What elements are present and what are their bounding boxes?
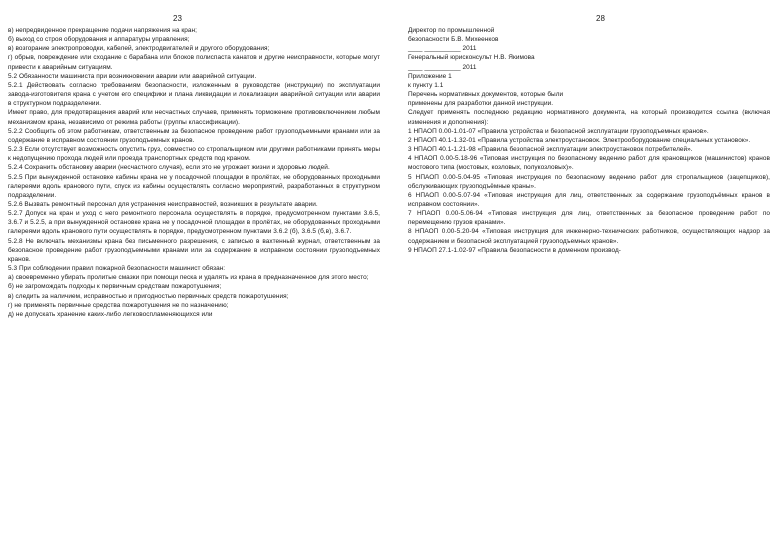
paragraph: 5.2.5 При вынужденной остановке кабины крана не у посадочной площадки в пролётах, не оборудованных проходными галереями вдоль кранового пути, спуск из кабины осуществлять согласно мероприятий, разработанных в структурном подразделении.	[8, 173, 380, 199]
paragraph: 5.2.2 Сообщить об этом работникам, ответственным за безопасное проведение работ грузоподъемными кранами или за содержание в исправном состоянии грузоподъемных кранов.	[8, 127, 380, 144]
page-number: 28	[596, 14, 605, 23]
paragraph: 5.2.1 Действовать согласно требованиям безопасности, изложенным в руководстве (инструкции) по эксплуатации завода-изготовителя крана с учетом его специфики и плана ликвидации и локализации аварийной ситуации или аварии в структурном подразделении.	[8, 81, 380, 108]
page-number: 23	[173, 14, 182, 23]
paragraph: к пункту 1.1	[408, 81, 444, 89]
paragraph: в) непредвиденное прекращение подачи напряжения на кран;	[8, 27, 197, 34]
paragraph: 1 НПАОП 0.00-1.01-07 «Правила устройства и безопасной эксплуатации грузоподъемных кранов».	[408, 127, 709, 135]
paragraph: в) следить за наличием, исправностью и пригодностью первичных средств пожаротушения;	[8, 292, 289, 300]
paragraph: д) не допускать хранение каких-либо легковоспламеняющихся или	[8, 310, 213, 318]
paragraph: Перечень нормативных документов, которые были	[408, 91, 564, 99]
paragraph: 5 НПАОП 0.00-5.04-95 «Типовая инструкция по безопасному ведению работ для стропальщиков (зацепщиков), обслуживающих грузоподъёмные краны».	[408, 173, 770, 190]
paragraph: 5.3 При соблюдении правил пожарной безопасности машинист обязан:	[8, 265, 226, 273]
paragraph: 9 НПАОП 27.1-1.02-97 «Правила безопасности в доменном производ-	[408, 246, 621, 254]
paragraph: г) не применять первичные средства пожаротушения не по назначению;	[8, 301, 229, 309]
paragraph: Имеет право, для предотвращения аварий или несчастных случаев, применять торможение противовключением любым механизмом крана, независимо от режима работы (группы классификации).	[8, 109, 380, 126]
paragraph: ____ __________ 2011	[408, 63, 477, 71]
paragraph: 5.2.7 Допуск на кран и уход с него ремонтного персонала осуществлять в порядке, предусмотренном пунктами 3.6.5, 3.6.7 и 5.2.5, а при вынужденной остановке крана не у посадочной площадки в пролётах, не оборудованных проходными галереями вдоль кранового пути осуществлять в порядке, предусмотренном пунктами 3.6.2 (б), 3.6.5 (б,в), 3.6.7.	[8, 210, 380, 236]
paragraph: 6 НПАОП 0.00-5.07-94 «Типовая инструкция для лиц, ответственных за содержание грузоподъёмных кранов в исправном состоянии».	[408, 191, 770, 208]
paragraph: 2 НПАОП 40.1-1.32-01 «Правила устройства электроустановок. Электрооборудование специальных установок».	[408, 136, 751, 144]
paragraph: а) своевременно убирать пролитые смазки при помощи песка и удалять из крана в предназначенное для этого место;	[8, 274, 369, 282]
paragraph: ____ __________ 2011	[408, 45, 477, 53]
paragraph: применены для разработки данной инструкции.	[408, 100, 554, 108]
paragraph: в) возгорание электропроводки, кабелей, электродвигателей и другого оборудования;	[8, 45, 270, 53]
paragraph: Директор по промышленной	[408, 27, 495, 34]
paragraph: Следует применять последнюю редакцию нормативного документа, на который производится ссылка (включая изменения и дополнения):	[408, 109, 770, 126]
paragraph: 5.2 Обязанности машиниста при возникновении аварии или аварийной ситуации.	[8, 72, 257, 80]
paragraph: 5.2.4 Сохранить обстановку аварии (несчастного случая), если это не угрожает жизни и здоровью людей.	[8, 164, 330, 172]
paragraph: 5.2.8 Не включать механизмы крана без письменного разрешения, с записью в вахтенный журнал, ответственным за безопасное проведение работ грузоподъемными кранами или за содержание в исправном состоянии грузоподъемных кранов.	[8, 237, 380, 263]
paragraph: 5.2.6 Вызвать ремонтный персонал для устранения неисправностей, возникших в результате аварии.	[8, 200, 318, 208]
paragraph: г) обрыв, повреждение или сходание с барабана или блоков полиспаста канатов и другие неисправности, которые могут привести к аварийным ситуациям.	[8, 54, 380, 71]
right-page-text	[408, 26, 770, 255]
left-page-text	[8, 26, 380, 319]
paragraph: 5.2.3 Если отсутствует возможность опустить груз, совместно со стропальщиком или другими работниками принять меры к недопущению прохода людей или проезда транспортных средств под краном.	[8, 146, 380, 163]
paragraph: 4 НПАОП 0.00-5.18-96 «Типовая инструкция по безопасному ведению работ для крановщиков (машинистов) кранов мостового типа (мостовых, козловых, полукозловых)».	[408, 155, 770, 172]
paragraph: Приложение 1	[408, 72, 452, 80]
paragraph: б) выход со строя оборудования и аппаратуры управления;	[8, 36, 190, 44]
right-page	[390, 0, 780, 540]
paragraph: б) не загромождать подходы к первичным средствам пожаротушения;	[8, 283, 222, 291]
paragraph: безопасности Б.В. Михеенков	[408, 36, 499, 44]
paragraph: 3 НПАОП 40.1-1.21-98 «Правила безопасной эксплуатации электроустановок потребителей».	[408, 146, 693, 154]
paragraph: Генеральный юрисконсульт Н.В. Якимова	[408, 54, 535, 62]
paragraph: 7 НПАОП 0.00-5.06-94 «Типовая инструкция для лиц, ответственных за безопасное проведение работ по перемещению грузов кранами».	[408, 210, 770, 227]
paragraph: 8 НПАОП 0.00-5.20-94 «Типовая инструкция для инженерно-технических работников, осуществляющих надзор за содержанием и безопасной эксплуатацией грузоподъемных кранов».	[408, 228, 770, 245]
